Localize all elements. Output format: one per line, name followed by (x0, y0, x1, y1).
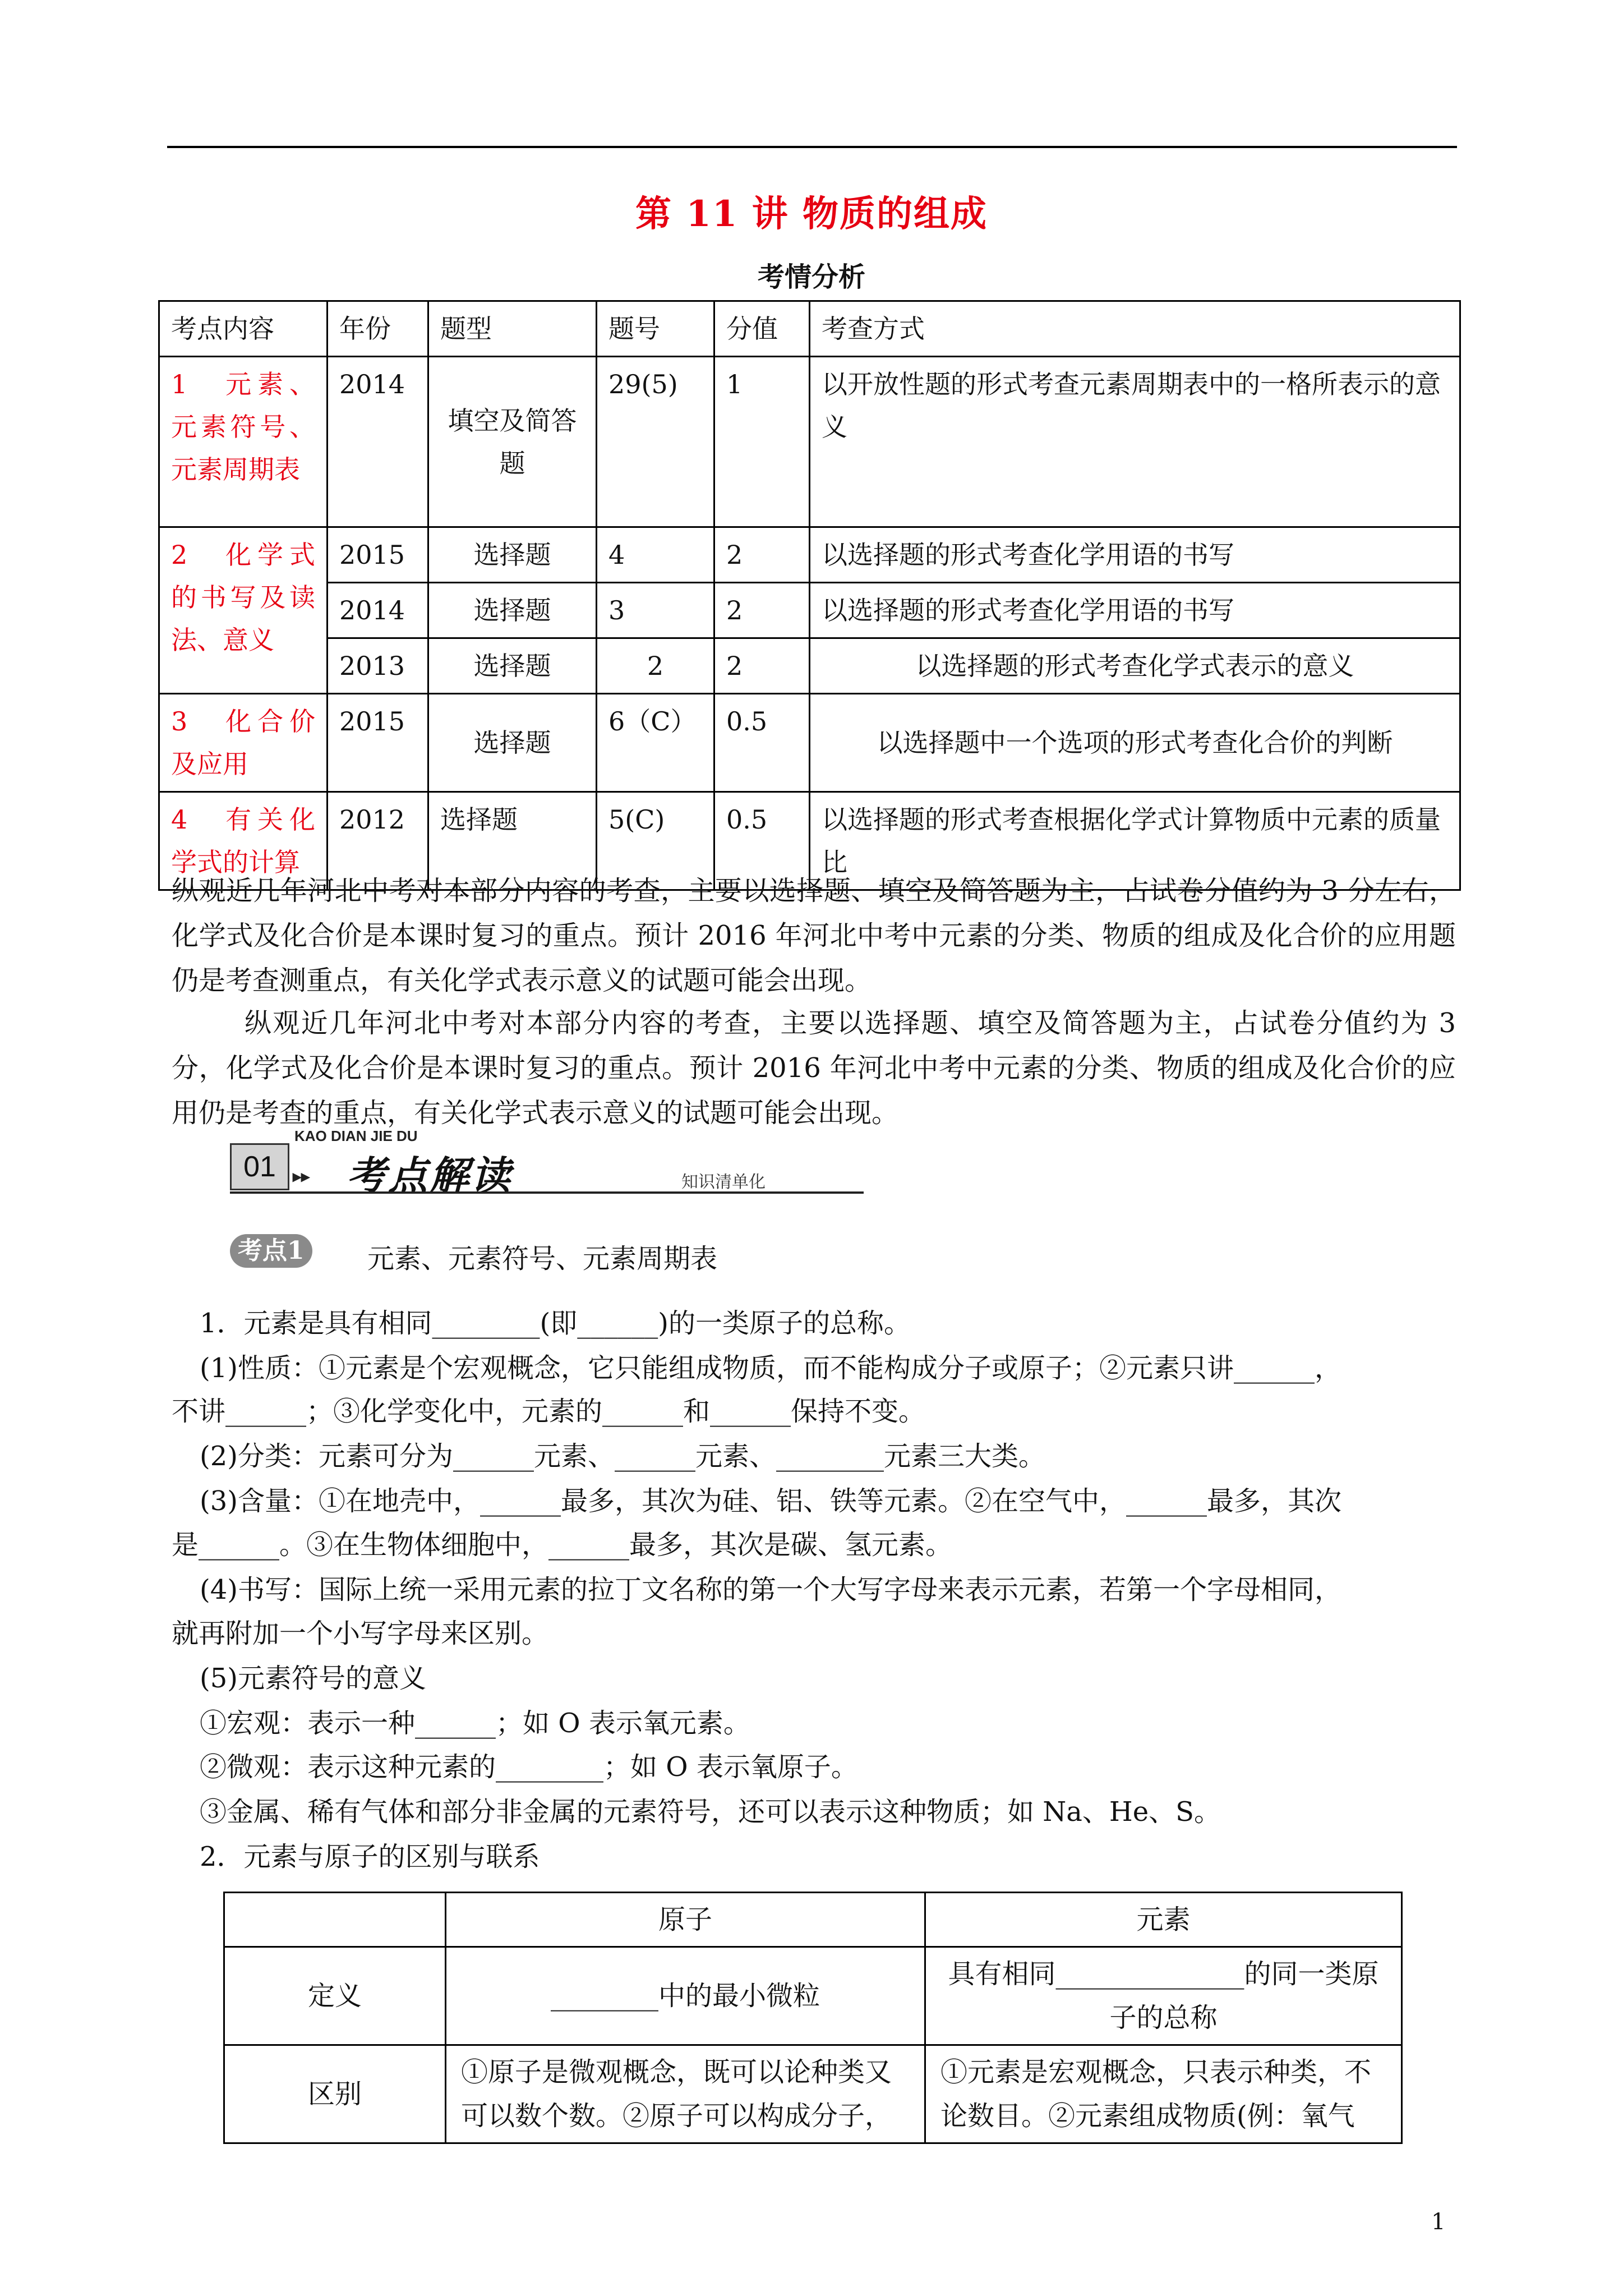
header-cell: 元素 (925, 1893, 1402, 1947)
score-cell: 2 (714, 638, 810, 694)
analysis-paragraph: 纵观近几年河北中考对本部分内容的考查，主要以选择题、填空及简答题为主，占试卷分值约为 3 分左右，化学式及化合价是本课时复习的重点。预计 2016 年河北中考中元素的分类、物质的组成及化合价的应用题仍是考查测重点，有关化学式表示意义的试题可能会出现。 (172, 875, 1456, 996)
row-label: 区别 (224, 2045, 446, 2143)
content-line: (1)性质：①元素是个宏观概念，它只能组成物质，而不能构成分子或原子；②元素只讲______， (200, 1352, 1341, 1384)
year-cell: 2015 (328, 694, 428, 792)
content-line: 是______。③在生物体细胞中，______最多，其次是碳、氢元素。 (172, 1529, 953, 1561)
table-row (224, 1947, 1402, 2045)
table-row (159, 694, 1460, 792)
method-cell: 以开放性题的形式考查元素周期表中的一格所表示的意义 (810, 357, 1460, 527)
element-cell: 具有相同______________的同一类原子的总称 (925, 1947, 1402, 2045)
type-cell: 选择题 (428, 694, 597, 792)
method-cell: 以选择题的形式考查化学用语的书写 (810, 527, 1460, 583)
content-line: ①宏观：表示一种______；如 O 表示氧元素。 (200, 1708, 750, 1739)
header-cell: 题型 (428, 301, 597, 357)
year-cell: 2012 (328, 792, 428, 890)
atom-cell: ①原子是微观概念，既可以论种类又可以数个数。②原子可以构成分子， (446, 2045, 925, 2143)
lesson-title: 第 11 讲 物质的组成 (635, 193, 988, 235)
num-cell: 5(C) (597, 792, 714, 890)
score-cell: 0.5 (714, 792, 810, 890)
analysis-table (158, 300, 1461, 891)
banner-subtitle: 知识清单化 (681, 1172, 766, 1192)
banner-number: 01 (230, 1143, 289, 1190)
header-cell: 题号 (597, 301, 714, 357)
content-line: 不讲______；③化学变化中，元素的______和______保持不变。 (172, 1396, 926, 1427)
table-header-row (224, 1893, 1402, 1947)
method-cell: 以选择题中一个选项的形式考查化合价的判断 (810, 694, 1460, 792)
content-line: (4)书写：国际上统一采用元素的拉丁文名称的第一个大写字母来表示元素，若第一个字母相同， (200, 1574, 1341, 1605)
num-cell: 6（C） (597, 694, 714, 792)
content-line: 就再附加一个小写字母来区别。 (172, 1618, 549, 1649)
topic-cell: 3 化合价及应用 (159, 694, 328, 792)
num-cell: 4 (597, 527, 714, 583)
method-cell: 以选择题的形式考查化学用语的书写 (810, 583, 1460, 638)
table-row (159, 638, 1460, 694)
topic-cell: 2 化学式的书写及读法、意义 (159, 527, 328, 694)
element-cell: ①元素是宏观概念，只表示种类，不论数目。②元素组成物质(例：氧气 (925, 2045, 1402, 2143)
analysis-heading: 考情分析 (757, 261, 865, 293)
year-cell: 2014 (328, 357, 428, 527)
content-line: ②微观：表示这种元素的________；如 O 表示氧原子。 (200, 1751, 858, 1783)
banner-pinyin: KAO DIAN JIE DU (294, 1128, 418, 1144)
num-cell: 29(5) (597, 357, 714, 527)
header-cell: 年份 (328, 301, 428, 357)
banner-underline (230, 1191, 864, 1194)
year-cell: 2014 (328, 583, 428, 638)
type-cell: 填空及简答题 (428, 357, 597, 527)
topic-cell: 1 元素、元素符号、元素周期表 (159, 357, 328, 527)
compare-table (223, 1892, 1403, 2144)
table-row (224, 2045, 1402, 2143)
page-number: 1 (1431, 2209, 1446, 2235)
content-line: 2．元素与原子的区别与联系 (200, 1841, 540, 1872)
table-row (159, 527, 1460, 583)
content-line: 1．元素是具有相同________(即______)的一类原子的总称。 (200, 1308, 911, 1339)
analysis-paragraph: 纵观近几年河北中考对本部分内容的考查，主要以选择题、填空及简答题为主，占试卷分值约为 3 分，化学式及化合价是本课时复习的重点。预计 2016 年河北中考中元素的分类、物质的组成及化合价的应用仍是考查的重点，有关化学式表示意义的试题可能会出现。 (172, 1007, 1456, 1129)
year-cell: 2015 (328, 527, 428, 583)
topic-cell: 4 有关化学式的计算 (159, 792, 328, 890)
table-row (159, 583, 1460, 638)
content-line: (3)含量：①在地壳中，______最多，其次为硅、铝、铁等元素。②在空气中，______最多，其次 (200, 1485, 1341, 1517)
num-cell: 3 (597, 583, 714, 638)
content-line: ③金属、稀有气体和部分非金属的元素符号，还可以表示这种物质；如 Na、He、S。 (200, 1796, 1221, 1828)
banner-title: 考点解读 (347, 1153, 513, 1199)
type-cell: 选择题 (428, 583, 597, 638)
double-arrow-icon: ▸▸ (293, 1167, 310, 1186)
kaodian-badge: 考点1 (230, 1234, 312, 1268)
header-cell: 考查方式 (810, 301, 1460, 357)
header-cell (224, 1893, 446, 1947)
content-line: (5)元素符号的意义 (200, 1663, 426, 1694)
atom-cell: ________中的最小微粒 (446, 1947, 925, 2045)
header-cell: 分值 (714, 301, 810, 357)
table-header-row (159, 301, 1460, 357)
method-cell: 以选择题的形式考查根据化学式计算物质中元素的质量比 (810, 792, 1460, 890)
content-line: (2)分类：元素可分为______元素、______元素、________元素三大类。 (200, 1441, 1045, 1472)
score-cell: 0.5 (714, 694, 810, 792)
score-cell: 2 (714, 583, 810, 638)
type-cell: 选择题 (428, 638, 597, 694)
num-cell: 2 (597, 638, 714, 694)
score-cell: 2 (714, 527, 810, 583)
header-cell: 原子 (446, 1893, 925, 1947)
table-row (159, 357, 1460, 527)
type-cell: 选择题 (428, 527, 597, 583)
type-cell: 选择题 (428, 792, 597, 890)
method-cell: 以选择题的形式考查化学式表示的意义 (810, 638, 1460, 694)
header-rule (167, 146, 1457, 148)
row-label: 定义 (224, 1947, 446, 2045)
year-cell: 2013 (328, 638, 428, 694)
kaodian-title: 元素、元素符号、元素周期表 (367, 1243, 718, 1274)
header-cell: 考点内容 (159, 301, 328, 357)
score-cell: 1 (714, 357, 810, 527)
